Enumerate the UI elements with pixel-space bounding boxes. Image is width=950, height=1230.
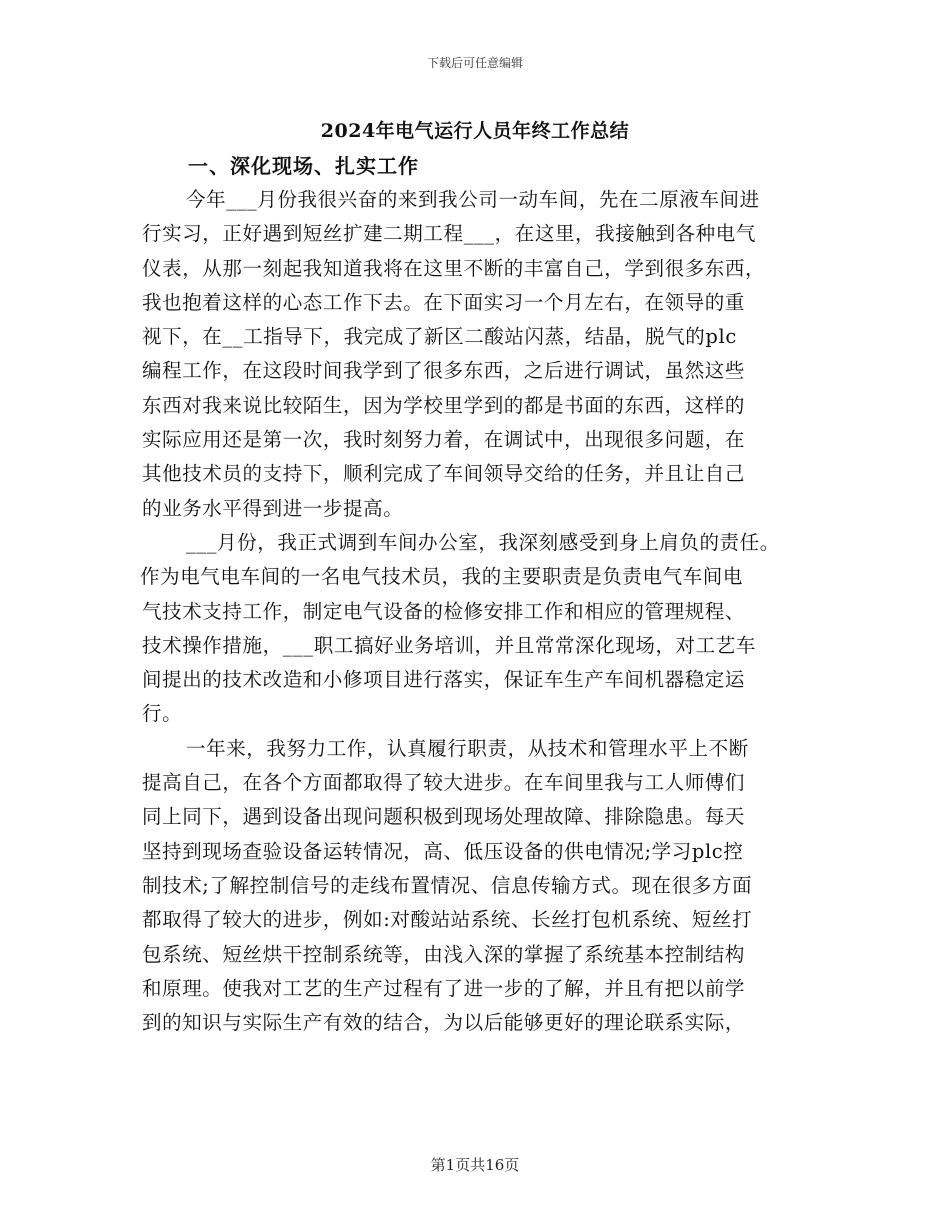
paragraph-line: 的业务水平得到进一步提高。: [142, 496, 404, 520]
paragraph-line: 制技术;了解控制信号的走线布置情况、信息传输方式。现在很多方面: [142, 873, 753, 897]
paragraph-line: 行实习，正好遇到短丝扩建二期工程___，在这里，我接触到各种电气: [142, 222, 756, 246]
paragraph-line: 同上同下，遇到设备出现问题积极到现场处理故障、排除隐患。每天: [142, 805, 746, 829]
paragraph-line: 和原理。使我对工艺的生产过程有了进一步的了解，并且有把以前学: [142, 976, 746, 1000]
paragraph-line: 气技术支持工作，制定电气设备的检修安排工作和相应的管理规程、: [142, 599, 746, 623]
paragraph-line: 间提出的技术改造和小修项目进行落实，保证车生产车间机器稳定运: [142, 668, 746, 692]
paragraph-line: 实际应用还是第一次，我时刻努力着，在调试中，出现很多问题，在: [142, 428, 746, 452]
paragraph-line: 技术操作措施，___职工搞好业务培训，并且常常深化现场，对工艺车: [142, 633, 756, 657]
paragraph-line: 今年___月份我很兴奋的来到我公司一动车间，先在二原液车间进: [186, 188, 760, 211]
paragraph-line: 到的知识与实际生产有效的结合，为以后能够更好的理论联系实际，: [142, 1011, 746, 1035]
document-title: 2024年电气运行人员年终工作总结: [320, 120, 630, 142]
paragraph-line: 作为电气电车间的一名电气技术员，我的主要职责是负责电气车间电: [140, 565, 744, 589]
paragraph-line: ___月份，我正式调到车间办公室，我深刻感受到身上肩负的责任。: [186, 530, 780, 554]
paragraph-line: 仪表，从那一刻起我知道我将在这里不断的丰富自己，学到很多东西，: [142, 256, 766, 280]
paragraph-line: 编程工作，在这段时间我学到了很多东西，之后进行调试，虽然这些: [142, 359, 746, 383]
page-indicator: 第1页共16页: [430, 1156, 520, 1174]
paragraph-line: 一年来，我努力工作，认真履行职责，从技术和管理水平上不断: [186, 736, 749, 760]
paragraph-line: 其他技术员的支持下，顺利完成了车间领导交给的任务，并且让自己: [142, 462, 746, 486]
paragraph-line: 东西对我来说比较陌生，因为学校里学到的都是书面的东西，这样的: [142, 393, 746, 417]
paragraph-line: 我也抱着这样的心态工作下去。在下面实习一个月左右，在领导的重: [142, 290, 746, 314]
paragraph-line: 包系统、短丝烘干控制系统等，由浅入深的掌握了系统基本控制结构: [142, 942, 746, 966]
paragraph-line: 行。: [142, 702, 183, 726]
section-heading: 一、深化现场、扎实工作: [188, 154, 419, 178]
paragraph-line: 都取得了较大的进步，例如:对酸站站系统、长丝打包机系统、短丝打: [142, 908, 753, 932]
paragraph-line: 视下，在__工指导下，我完成了新区二酸站闪蒸，结晶，脱气的plc: [142, 325, 737, 349]
body-text: [142, 183, 818, 1040]
header-note: 下载后可任意编辑: [426, 56, 523, 70]
paragraph-line: 提高自己，在各个方面都取得了较大进步。在车间里我与工人师傅们: [142, 771, 746, 795]
paragraph-line: 坚持到现场查验设备运转情况，高、低压设备的供电情况;学习plc控: [142, 839, 744, 863]
